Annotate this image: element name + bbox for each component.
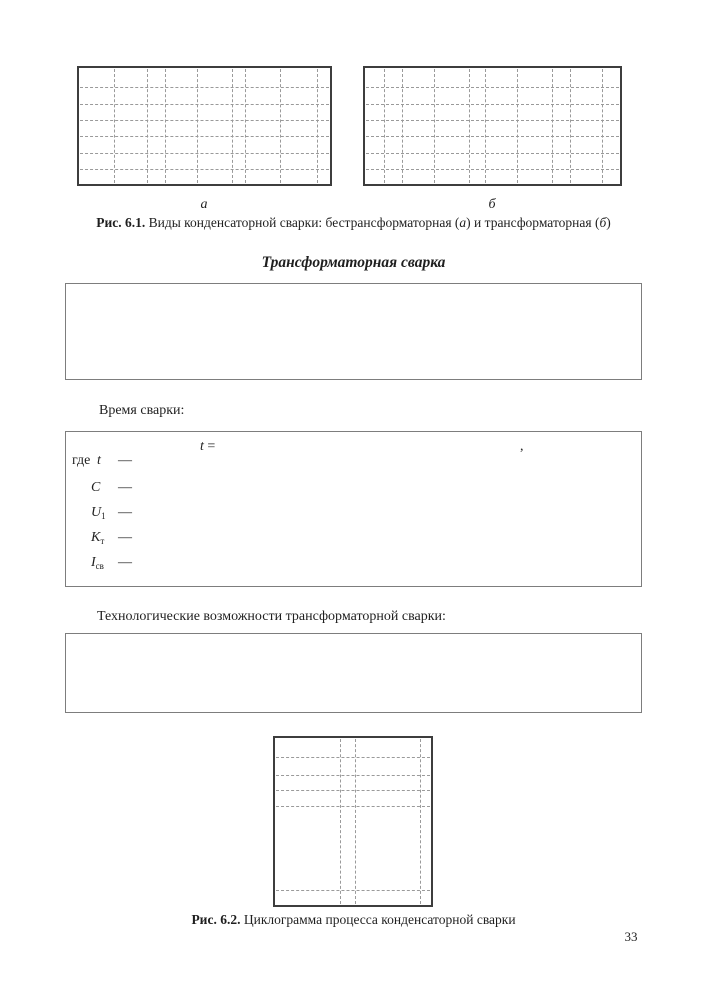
grid-line-h: [366, 87, 619, 88]
grid-line-v: [340, 739, 341, 904]
grid-line-h: [366, 153, 619, 154]
grid-line-v: [384, 69, 385, 183]
answer-box-capabilities: [65, 633, 642, 713]
grid-line-v: [197, 69, 198, 183]
grid-line-h: [366, 169, 619, 170]
formula-definition-row: [0, 505, 320, 527]
figure-6-2-caption-number: Рис. 6.2.: [191, 912, 241, 927]
definition-dash: —: [118, 555, 132, 570]
grid-line-h: [80, 136, 329, 137]
grid-line-h: [366, 104, 619, 105]
formula-symbol-u1: $U_1$: [91, 505, 106, 521]
grid-line-v: [602, 69, 603, 183]
caption-italic-b: б: [599, 215, 607, 230]
tech-capabilities-label: Технологические возможности трансформаторной сварки:: [97, 609, 446, 624]
grid-line-v: [165, 69, 166, 183]
welding-time-label: Время сварки:: [99, 403, 185, 418]
grid-line-v: [317, 69, 318, 183]
section-heading: Трансформаторная сварка: [261, 254, 446, 271]
caption-text: Виды конденсаторной сварки: бестрансформаторная (: [145, 215, 460, 230]
formula-definition-row: [0, 530, 320, 552]
definition-dash: —: [118, 453, 132, 468]
grid-line-h: [366, 136, 619, 137]
grid-line-v: [420, 739, 421, 904]
grid-line-v: [402, 69, 403, 183]
formula-definition-row: [0, 453, 320, 475]
grid-line-v: [570, 69, 571, 183]
grid-line-h: [80, 120, 329, 121]
page-number: 33: [624, 929, 638, 944]
grid-line-h: [80, 153, 329, 154]
figure-6-2-grid: [273, 736, 433, 907]
formula-definition-row: [0, 480, 320, 502]
figure-6-1-caption: [0, 215, 707, 231]
grid-line-v: [147, 69, 148, 183]
caption-text: ): [606, 215, 611, 230]
figure-6-2-caption: [0, 912, 707, 928]
grid-line-v: [232, 69, 233, 183]
grid-line-h: [80, 104, 329, 105]
grid-line-h: [276, 806, 430, 807]
grid-line-v: [552, 69, 553, 183]
grid-line-h: [80, 169, 329, 170]
formula-symbol-t: t: [97, 453, 101, 468]
formula-symbol-c: C: [91, 480, 101, 495]
formula-trailing-comma: ,: [520, 439, 524, 454]
definition-dash: —: [118, 530, 132, 545]
grid-line-v: [355, 739, 356, 904]
definition-dash: —: [118, 505, 132, 520]
grid-line-v: [469, 69, 470, 183]
figure-6-1-grid-b: [363, 66, 622, 186]
grid-line-h: [276, 890, 430, 891]
where-label: где: [72, 453, 91, 468]
caption-text: ) и трансформаторная (: [466, 215, 600, 230]
grid-line-h: [80, 87, 329, 88]
grid-line-h: [276, 757, 430, 758]
grid-line-v: [245, 69, 246, 183]
formula-symbol-kt: $K_т$: [91, 530, 105, 546]
caption-text: Циклограмма процесса конденсаторной сварки: [240, 912, 516, 927]
grid-line-v: [114, 69, 115, 183]
caption-italic-a: а: [459, 215, 467, 230]
definition-dash: —: [118, 480, 132, 495]
grid-line-v: [280, 69, 281, 183]
formula-lhs: t: [200, 439, 204, 454]
figure-6-1-caption-number: Рис. 6.1.: [96, 215, 146, 230]
formula-symbol-isv: $I_{св}$: [91, 555, 104, 571]
answer-box-description: [65, 283, 642, 380]
equals-sign: =: [207, 439, 216, 454]
grid-line-v: [434, 69, 435, 183]
grid-line-h: [276, 775, 430, 776]
grid-line-v: [517, 69, 518, 183]
grid-line-h: [276, 790, 430, 791]
figure-6-1-label-b: б: [488, 197, 496, 212]
grid-line-h: [366, 120, 619, 121]
grid-line-v: [485, 69, 486, 183]
formula-definition-row: [0, 555, 320, 577]
figure-6-1-grid-a: [77, 66, 332, 186]
figure-6-1-label-a: а: [200, 197, 208, 212]
